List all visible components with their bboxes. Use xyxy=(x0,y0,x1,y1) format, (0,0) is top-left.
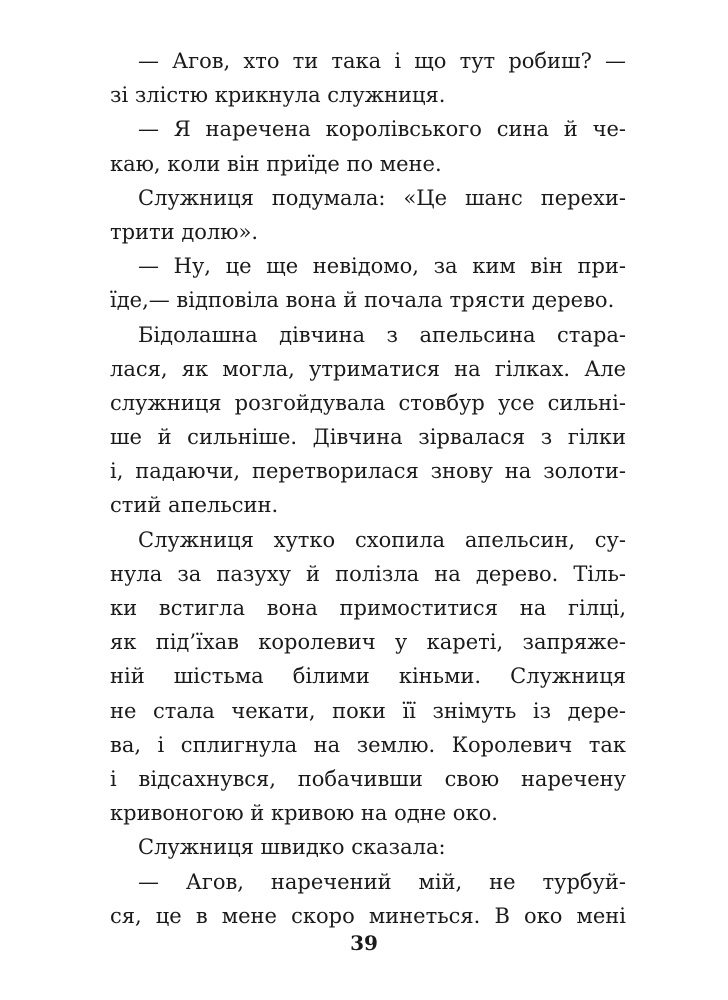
text-line: і, падаючи, перетворилася знову на золоти- xyxy=(110,459,626,484)
text-line: ше й сильніше. Дівчина зірвалася з гілки xyxy=(110,425,626,450)
text-line: каю, коли він приїде по мене. xyxy=(110,151,442,176)
text-line: як під’їхав королевич у кареті, запряже- xyxy=(110,630,626,655)
text-line: Служниця швидко сказала: xyxy=(138,835,446,860)
text-line: їде,— відповіла вона й почала трясти дерево. xyxy=(110,288,615,313)
page-number: 39 xyxy=(350,931,378,955)
text-line: Бідолашна дівчина з апельсина стара- xyxy=(138,322,626,347)
text-line: — Ну, це ще невідомо, за ким він при- xyxy=(138,254,626,279)
text-line: кривоногою й кривою на одне око. xyxy=(110,801,498,826)
body-text xyxy=(110,44,626,933)
text-line: лася, як могла, утриматися на гілках. Але xyxy=(110,356,626,381)
text-line: ва, і сплигнула на землю. Королевич так xyxy=(110,732,626,757)
text-line: зі злістю крикнула служниця. xyxy=(110,83,446,108)
text-line: стий апельсин. xyxy=(110,493,279,518)
text-line: Служниця хутко схопила апельсин, су- xyxy=(138,527,626,552)
text-line: — Агов, наречений мій, не турбуй- xyxy=(138,869,626,894)
text-line: і відсахнувся, побачивши свою наречену xyxy=(110,766,626,791)
text-line: не стала чекати, поки її знімуть із дере- xyxy=(110,698,626,723)
text-line: ки встигла вона примоститися на гілці, xyxy=(110,596,626,620)
text-line: нула за пазуху й полізла на дерево. Тіль- xyxy=(110,561,626,586)
text-line: служниця розгойдувала стовбур усе сильні- xyxy=(110,390,626,415)
text-line: Служниця подумала: «Це шанс перехи- xyxy=(138,185,626,210)
text-line: ся, це в мене скоро минеться. В око мені xyxy=(110,903,626,928)
text-line: трити долю». xyxy=(110,219,259,244)
text-line: — Агов, хто ти така і що тут робиш? — xyxy=(138,49,626,73)
text-line: ній шістьма білими кіньми. Служниця xyxy=(110,664,626,689)
text-line: — Я наречена королівського сина й че- xyxy=(138,117,626,142)
